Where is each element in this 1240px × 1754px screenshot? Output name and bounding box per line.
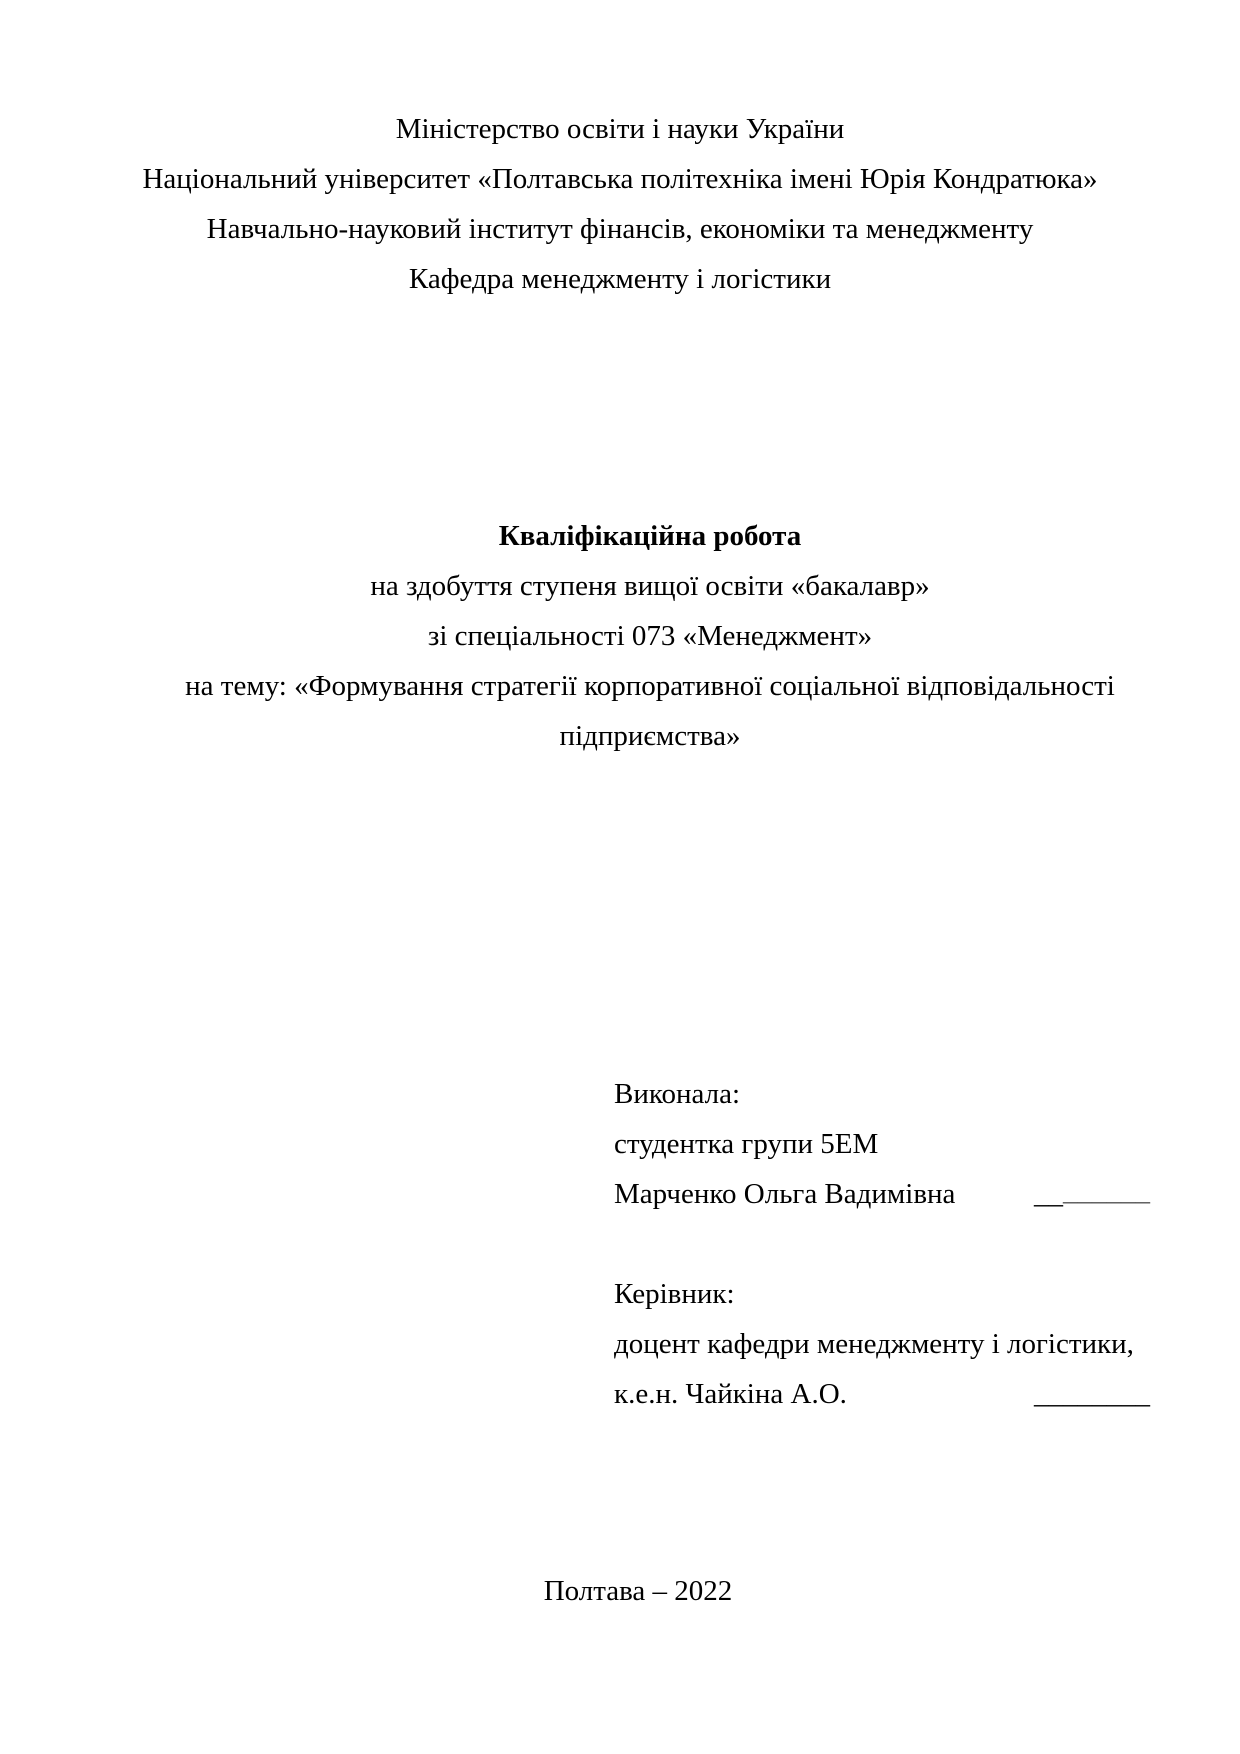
executor-signature-part-2: ______: [1063, 1175, 1150, 1207]
executor-name: Марченко Ольга Вадимівна: [614, 1178, 956, 1210]
executor-signature-part-1: __: [1034, 1178, 1063, 1210]
footer-block: [0, 1566, 1240, 1616]
supervisor-name: к.е.н. Чайкіна А.О.: [614, 1378, 847, 1410]
executor-block: [614, 1069, 1150, 1219]
university-line: Національний університет «Полтавська політехніка імені Юрія Кондратюка»: [142, 163, 1098, 195]
header-block: [0, 104, 1240, 304]
city-year-line: Полтава – 2022: [543, 1575, 733, 1607]
signatory-block: [614, 1069, 1150, 1419]
topic-line-2: підприємства»: [559, 720, 741, 752]
executor-signature-row: [614, 1169, 1150, 1219]
executor-signature-line: [1034, 1169, 1150, 1219]
supervisor-block: [614, 1269, 1150, 1419]
degree-line: на здобуття ступеня вищої освіти «бакалавр»: [370, 570, 930, 602]
department-line: Кафедра менеджменту і логістики: [408, 263, 832, 295]
work-title: Кваліфікаційна робота: [498, 520, 802, 552]
topic-line-1: на тему: «Формування стратегії корпоративної соціальної відповідальності: [185, 670, 1115, 702]
specialty-line: зі спеціальності 073 «Менеджмент»: [427, 620, 873, 652]
ministry-line: Міністерство освіти і науки України: [395, 113, 845, 145]
supervisor-signature-line: ________: [1034, 1378, 1150, 1410]
institute-line: Навчально-науковий інститут фінансів, економіки та менеджменту: [206, 213, 1034, 245]
executor-label: Виконала:: [614, 1078, 741, 1110]
supervisor-position-line: доцент кафедри менеджменту і логістики,: [614, 1328, 1134, 1360]
title-block: [0, 511, 1240, 761]
supervisor-label: Керівник:: [614, 1278, 735, 1310]
executor-student-line: студентка групи 5ЕМ: [614, 1128, 879, 1160]
supervisor-signature-row: [614, 1369, 1150, 1419]
